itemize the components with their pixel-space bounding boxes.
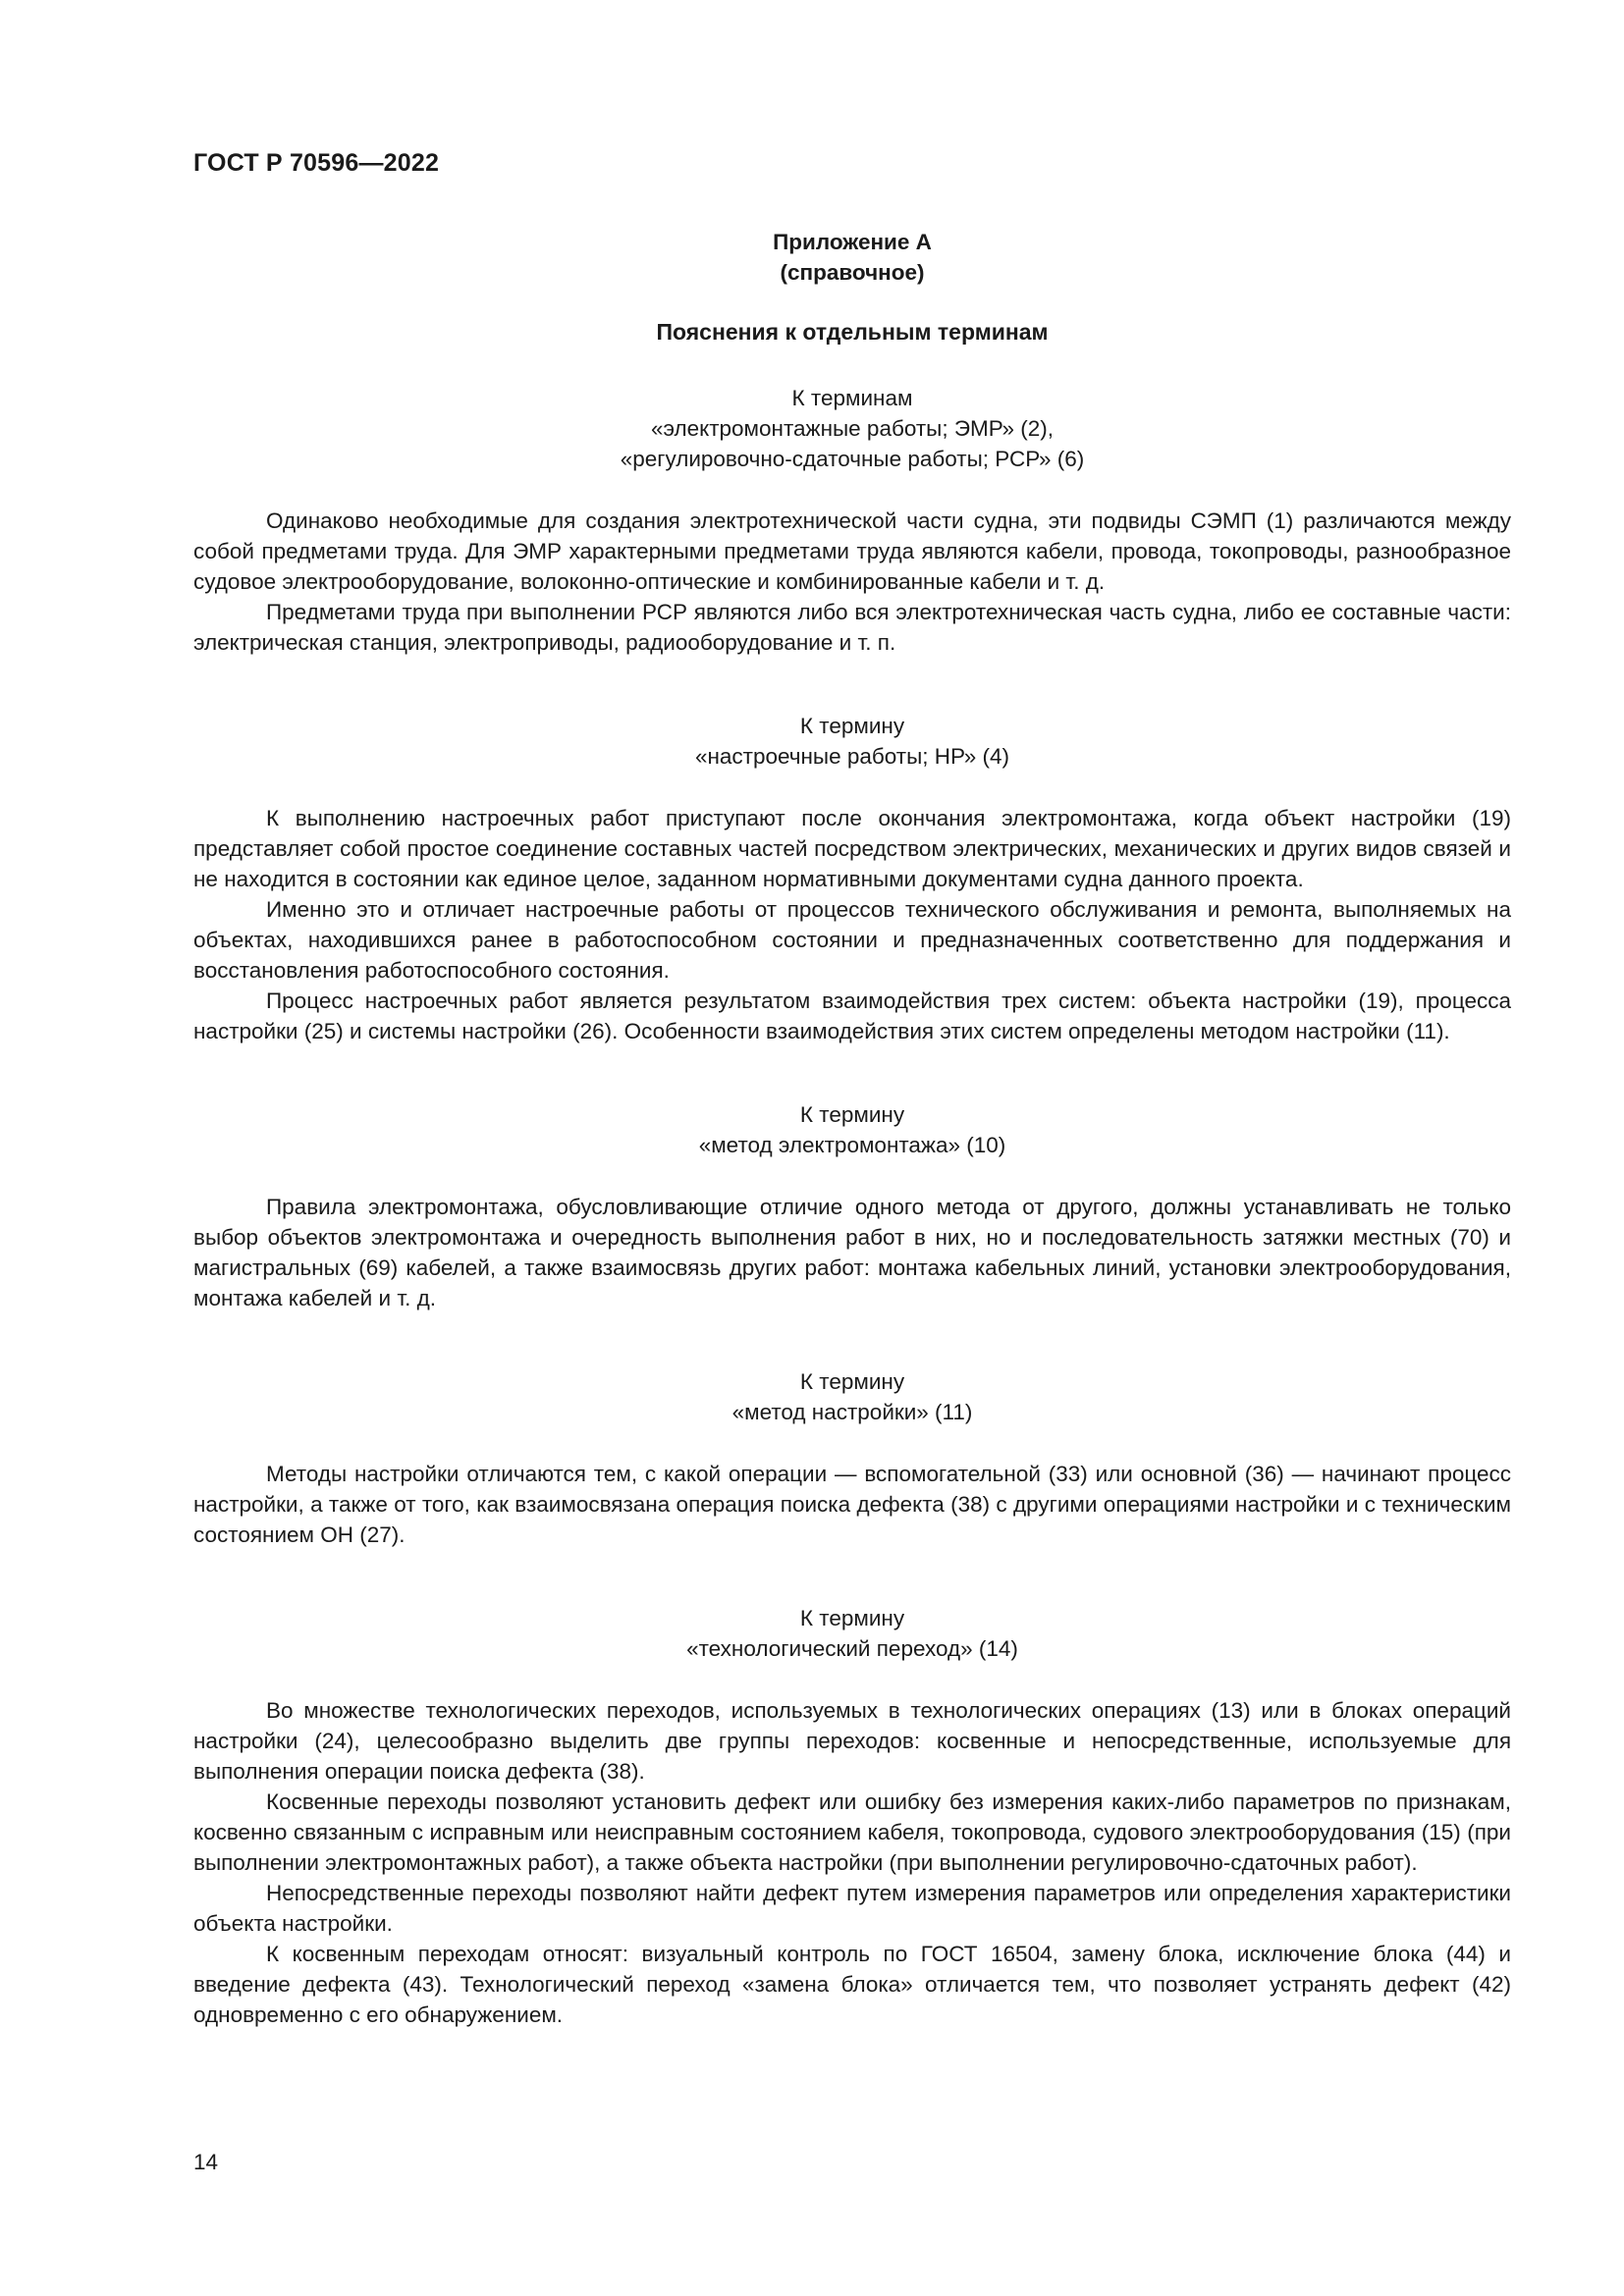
paragraph: Процесс настроечных работ является результатом взаимодействия трех систем: объекта настройки (19), процесса настройки (25) и системы настройки (26). Особенности взаимодействия этих систем определены методом настройки (11). [193, 988, 1511, 1043]
paragraph: Одинаково необходимые для создания электротехнической части судна, эти подвиды СЭМП (1) различаются между собой предметами труда. Для ЭМР характерными предметами труда являются кабели, провода, токопроводы, разнообразное судовое электрооборудование, волоконно-оптические и комбинированные кабели и т. д. [193, 508, 1511, 594]
paragraph: Во множестве технологических переходов, используемых в технологических операциях (13) или в блоках операций настройки (24), целесообразно выделить две группы переходов: косвенные и непосредственные, используемые для выполнения операции поиска дефекта (38). [193, 1698, 1511, 1784]
paragraph: Методы настройки отличаются тем, с какой операции — вспомогательной (33) или основной (36) — начинают процесс настройки, а также от того, как взаимосвязана операция поиска дефекта (38) с другими операциями настройки и с техническим состоянием ОН (27). [193, 1462, 1511, 1547]
term-heading-line: «технологический переход» (14) [686, 1636, 1018, 1661]
annex-kind: (справочное) [780, 260, 925, 285]
document-code: ГОСТ Р 70596—2022 [193, 149, 440, 177]
term-heading [193, 383, 1511, 474]
paragraph: Правила электромонтажа, обусловливающие отличие одного метода от другого, должны устанавливать не только выбор объектов электромонтажа и очередность выполнения работ в них, но и последовательность затяжки местных (70) и магистральных (69) кабелей, а также взаимосвязь других работ: монтажа кабельных линий, установки электрооборудования, монтажа кабелей и т. д. [193, 1195, 1511, 1310]
term-heading [193, 1603, 1511, 1664]
paragraph: К косвенным переходам относят: визуальный контроль по ГОСТ 16504, замену блока, исключение блока (44) и введение дефекта (43). Технологический переход «замена блока» отличается тем, что позволяет устранять дефект (42) одновременно с его обнаружением. [193, 1942, 1511, 2027]
term-heading [193, 711, 1511, 772]
term-heading-line: «метод электромонтажа» (10) [698, 1133, 1006, 1157]
term-heading-line: К термину [799, 1606, 905, 1630]
paragraph: Непосредственные переходы позволяют найти дефект путем измерения параметров или определения характеристики объекта настройки. [193, 1881, 1511, 1936]
term-heading-line: «регулировочно-сдаточные работы; РСР» (6) [620, 447, 1085, 471]
term-heading-line: К терминам [791, 386, 913, 410]
annex-title: Пояснения к отдельным терминам [656, 319, 1049, 345]
term-heading-line: К термину [799, 1102, 905, 1127]
term-heading [193, 1099, 1511, 1160]
page-number: 14 [193, 2150, 219, 2174]
term-heading-line: К термину [799, 714, 905, 738]
annex-label: Приложение А [773, 230, 932, 254]
term-heading-line: К термину [799, 1369, 905, 1394]
annex-header [193, 227, 1511, 288]
term-heading-line: «настроечные работы; НР» (4) [694, 744, 1010, 769]
annex-body [193, 383, 1511, 2030]
term-heading-line: «метод настройки» (11) [731, 1400, 973, 1424]
term-heading-line: «электромонтажные работы; ЭМР» (2), [650, 416, 1055, 441]
term-heading [193, 1366, 1511, 1427]
paragraph: К выполнению настроечных работ приступают после окончания электромонтажа, когда объект настройки (19) представляет собой простое соединение составных частей посредством электрических, механических и других видов связей и не находится в состоянии как единое целое, заданном нормативными документами судна данного проекта. [193, 806, 1511, 891]
paragraph: Косвенные переходы позволяют установить дефект или ошибку без измерения каких-либо параметров по признакам, косвенно связанным с исправным или неисправным состоянием кабеля, токопровода, судового электрооборудования (15) (при выполнении электромонтажных работ), а также объекта настройки (при выполнении регулировочно-сдаточных работ). [193, 1789, 1511, 1875]
paragraph: Именно это и отличает настроечные работы от процессов технического обслуживания и ремонта, выполняемых на объектах, находившихся ранее в работоспособном состоянии и предназначенных соответственно для поддержания и восстановления работоспособного состояния. [193, 897, 1511, 983]
paragraph: Предметами труда при выполнении РСР являются либо вся электротехническая часть судна, либо ее составные части: электрическая станция, электроприводы, радиооборудование и т. п. [193, 600, 1511, 655]
